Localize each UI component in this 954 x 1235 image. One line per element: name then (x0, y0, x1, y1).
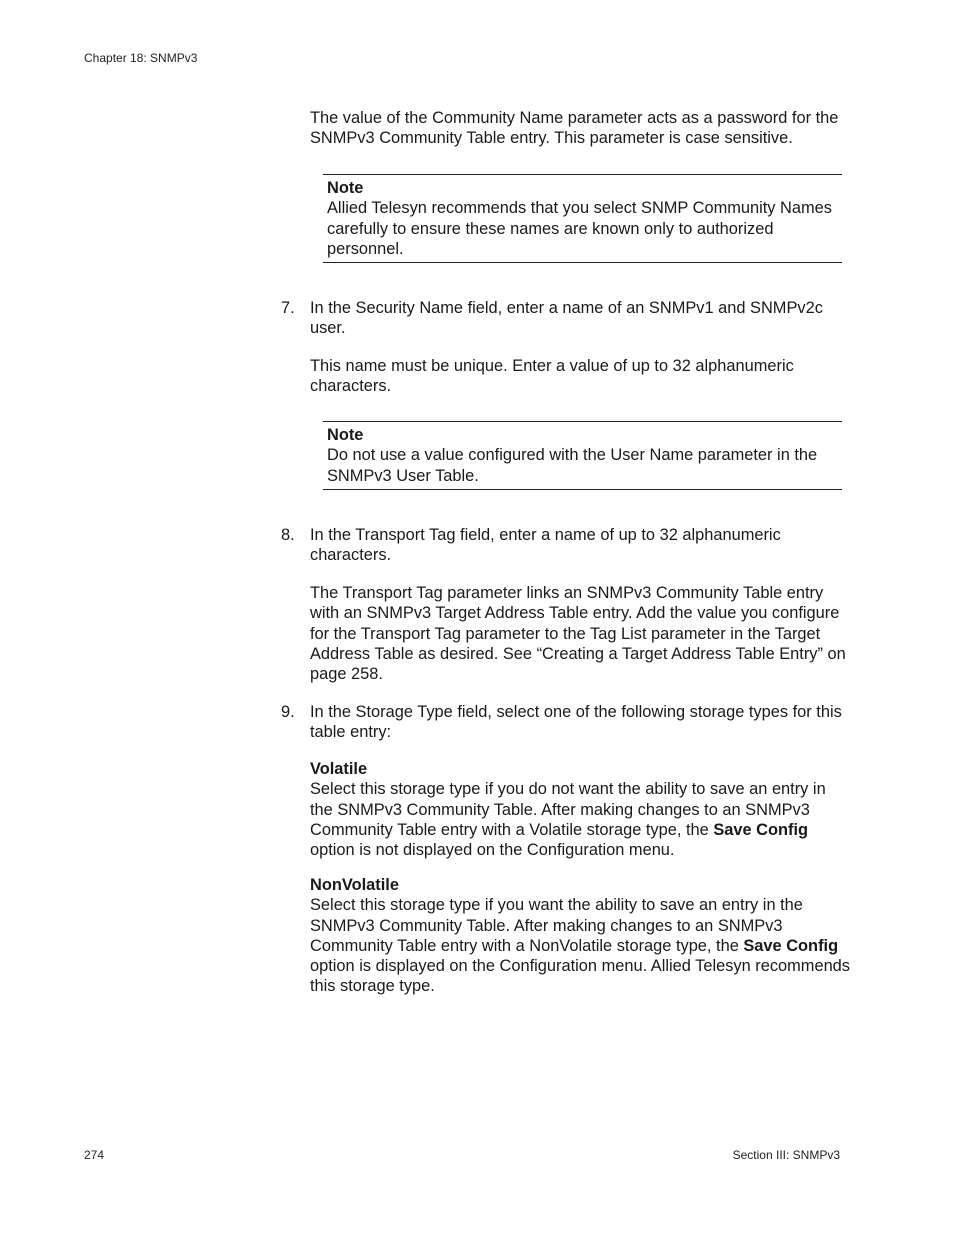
term-title: NonVolatile (310, 876, 399, 894)
page-number: 274 (84, 1148, 105, 1162)
term-text-before: Select this storage type if you want the ability to save an entry in the SNMPv3 Community Table. After making changes to an SNMPv3 Community Table entry with a NonVolatile storage type, the (310, 896, 803, 955)
term-text-after: option is displayed on the Configuration menu. Allied Telesyn recommends this storage type. (310, 957, 850, 996)
note-text: Allied Telesyn recommends that you select SNMP Community Names carefully to ensure these names are known only to authorized personnel. (327, 199, 832, 258)
term-text-before: Select this storage type if you do not want the ability to save an entry in the SNMPv3 Community Table. After making changes to an SNMPv3 Community Table entry with a Volatile storage type, the (310, 780, 826, 839)
step-number: 8. (281, 526, 295, 544)
storage-type-nonvolatile (310, 875, 850, 997)
note-box-user-name (323, 421, 842, 490)
note-text: Do not use a value configured with the User Name parameter in the SNMPv3 User Table. (327, 446, 818, 485)
note-box-community-names (323, 174, 842, 263)
running-header: Chapter 18: SNMPv3 (84, 51, 198, 65)
step-text: In the Transport Tag field, enter a name of up to 32 alphanumeric characters. (310, 526, 781, 565)
running-footer-section: Section III: SNMPv3 (732, 1148, 840, 1162)
step-7-detail: This name must be unique. Enter a value of up to 32 alphanumeric characters. (310, 357, 794, 396)
step-number: 9. (281, 703, 295, 721)
term-bold-option: Save Config (713, 820, 809, 839)
storage-type-volatile (310, 759, 850, 860)
term-bold-option: Save Config (743, 936, 839, 955)
step-number: 7. (281, 299, 295, 317)
step-text: In the Storage Type field, select one of the following storage types for this table entry: (310, 703, 842, 742)
term-text-after: option is not displayed on the Configuration menu. (310, 841, 675, 860)
term-title: Volatile (310, 760, 368, 778)
intro-paragraph: The value of the Community Name parameter acts as a password for the SNMPv3 Community Table entry. This parameter is case sensitive. (310, 109, 839, 148)
step-8-detail: The Transport Tag parameter links an SNMPv3 Community Table entry with an SNMPv3 Target Address Table entry. Add the value you configure for the Transport Tag parameter to the Tag List parameter in the Target Address Table as desired. See “Creating a Target Address Table Entry” on page 258. (310, 584, 846, 684)
note-title: Note (327, 179, 364, 197)
step-text: In the Security Name field, enter a name of an SNMPv1 and SNMPv2c user. (310, 299, 823, 338)
note-title: Note (327, 426, 364, 444)
